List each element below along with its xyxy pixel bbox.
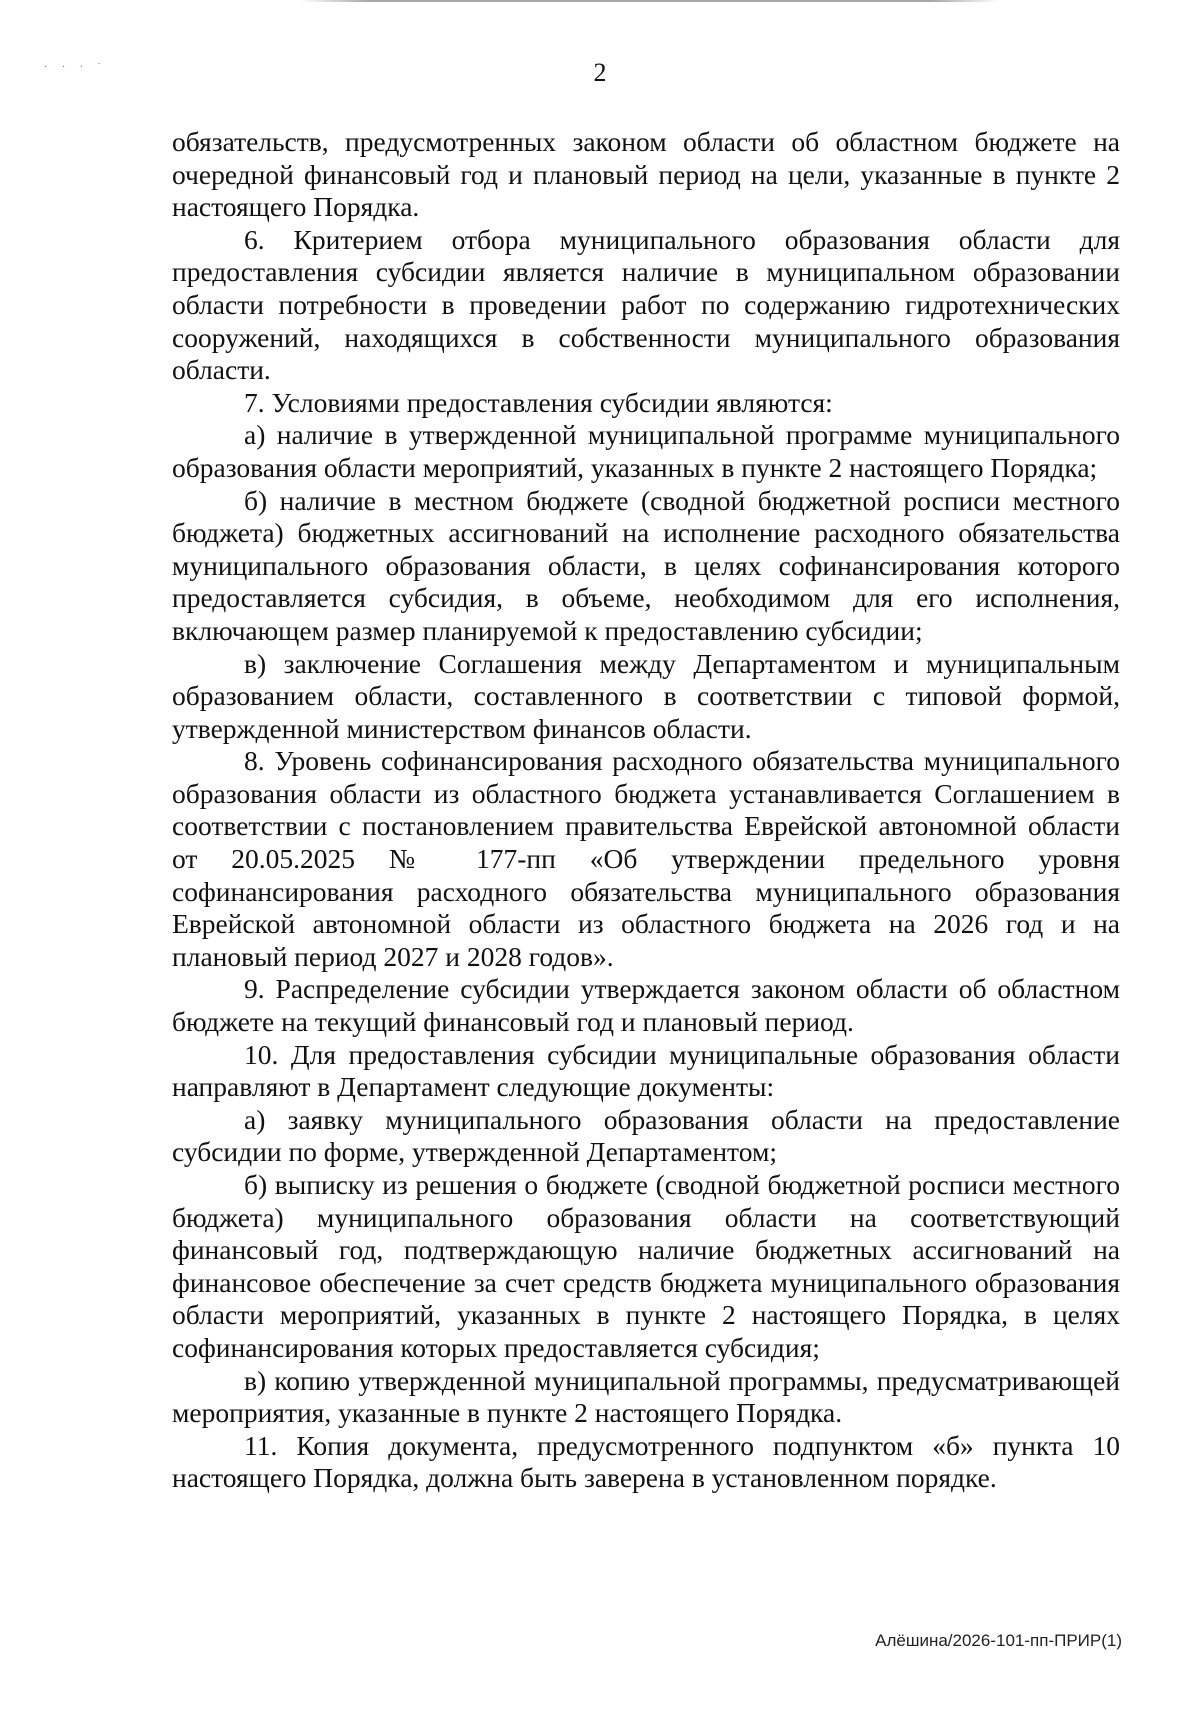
paragraph-item-11: 11. Копия документа, предусмотренного подпунктом «б» пункта 10 настоящего Порядка, должна быть заверена в установленном порядке.	[172, 1429, 1120, 1494]
footer-document-reference: Алёшина/2026-101-пп-ПРИР(1)	[875, 1631, 1122, 1650]
paragraph-item-6: 6. Критерием отбора муниципального образования области для предоставления субсидии является наличие в муниципальном образовании области потребности в проведении работ по содержанию гидротехнических сооружений, находящихся в собственности муниципального образования области.	[172, 223, 1120, 386]
paragraph-item-7a: а) наличие в утвержденной муниципальной программе муниципального образования области мероприятий, указанных в пункте 2 настоящего Порядка;	[172, 419, 1120, 483]
paragraph-item-9: 9. Распределение субсидии утверждается законом области об областном бюджете на текущий финансовый год и плановый период.	[172, 973, 1120, 1038]
document-body	[172, 126, 1120, 1495]
paragraph-item-7b: б) наличие в местном бюджете (сводной бюджетной росписи местного бюджета) бюджетных ассигнований на исполнение расходного обязательства муниципального образования области, в целях софинансирования которого предоставляется субсидия, в объеме, необходимом для его исполнения, включающем размер планируемой к предоставлению субсидии;	[172, 484, 1120, 646]
paragraph-item-7v: в) заключение Соглашения между Департаментом и муниципальным образованием области, составленного в соответствии с типовой формой, утвержденной министерством финансов области.	[172, 647, 1120, 744]
paragraph-item-10a: а) заявку муниципального образования области на предоставление субсидии по форме, утвержденной Департаментом;	[172, 1103, 1120, 1168]
paragraph-item-8: 8. Уровень софинансирования расходного обязательства муниципального образования области из областного бюджета устанавливается Соглашением в соответствии с постановлением правительства Еврейской автономной области от 20.05.2025 № 177-пп «Об утверждении предельного уровня софинансирования расходного обязательства муниципального образования Еврейской автономной области из областного бюджета на 2026 год и на плановый период 2027 и 2028 годов».	[172, 745, 1120, 972]
scan-artifact-specks: · · · ˙	[44, 62, 107, 73]
paragraph-item-10v: в) копию утвержденной муниципальной программы, предусматривающей мероприятия, указанные в пункте 2 настоящего Порядка.	[172, 1364, 1120, 1429]
paragraph-item-7: 7. Условиями предоставления субсидии являются:	[244, 386, 833, 418]
paragraph-item-10b: б) выписку из решения о бюджете (сводной бюджетной росписи местного бюджета) муниципального образования области на соответствующий финансовый год, подтверждающую наличие бюджетных ассигнований на финансовое обеспечение за счет средств бюджета муниципального образования области мероприятий, указанных в пункте 2 настоящего Порядка, в целях софинансирования которых предоставляется субсидия;	[172, 1169, 1120, 1363]
paragraph-item-10: 10. Для предоставления субсидии муниципальные образования области направляют в Департамент следующие документы:	[172, 1038, 1120, 1103]
page-number: 2	[593, 58, 607, 87]
scan-artifact-line	[300, 0, 1000, 2]
paragraph-continuation: обязательств, предусмотренных законом области об областном бюджете на очередной финансовый год и плановый период на цели, указанные в пункте 2 настоящего Порядка.	[172, 126, 1120, 223]
